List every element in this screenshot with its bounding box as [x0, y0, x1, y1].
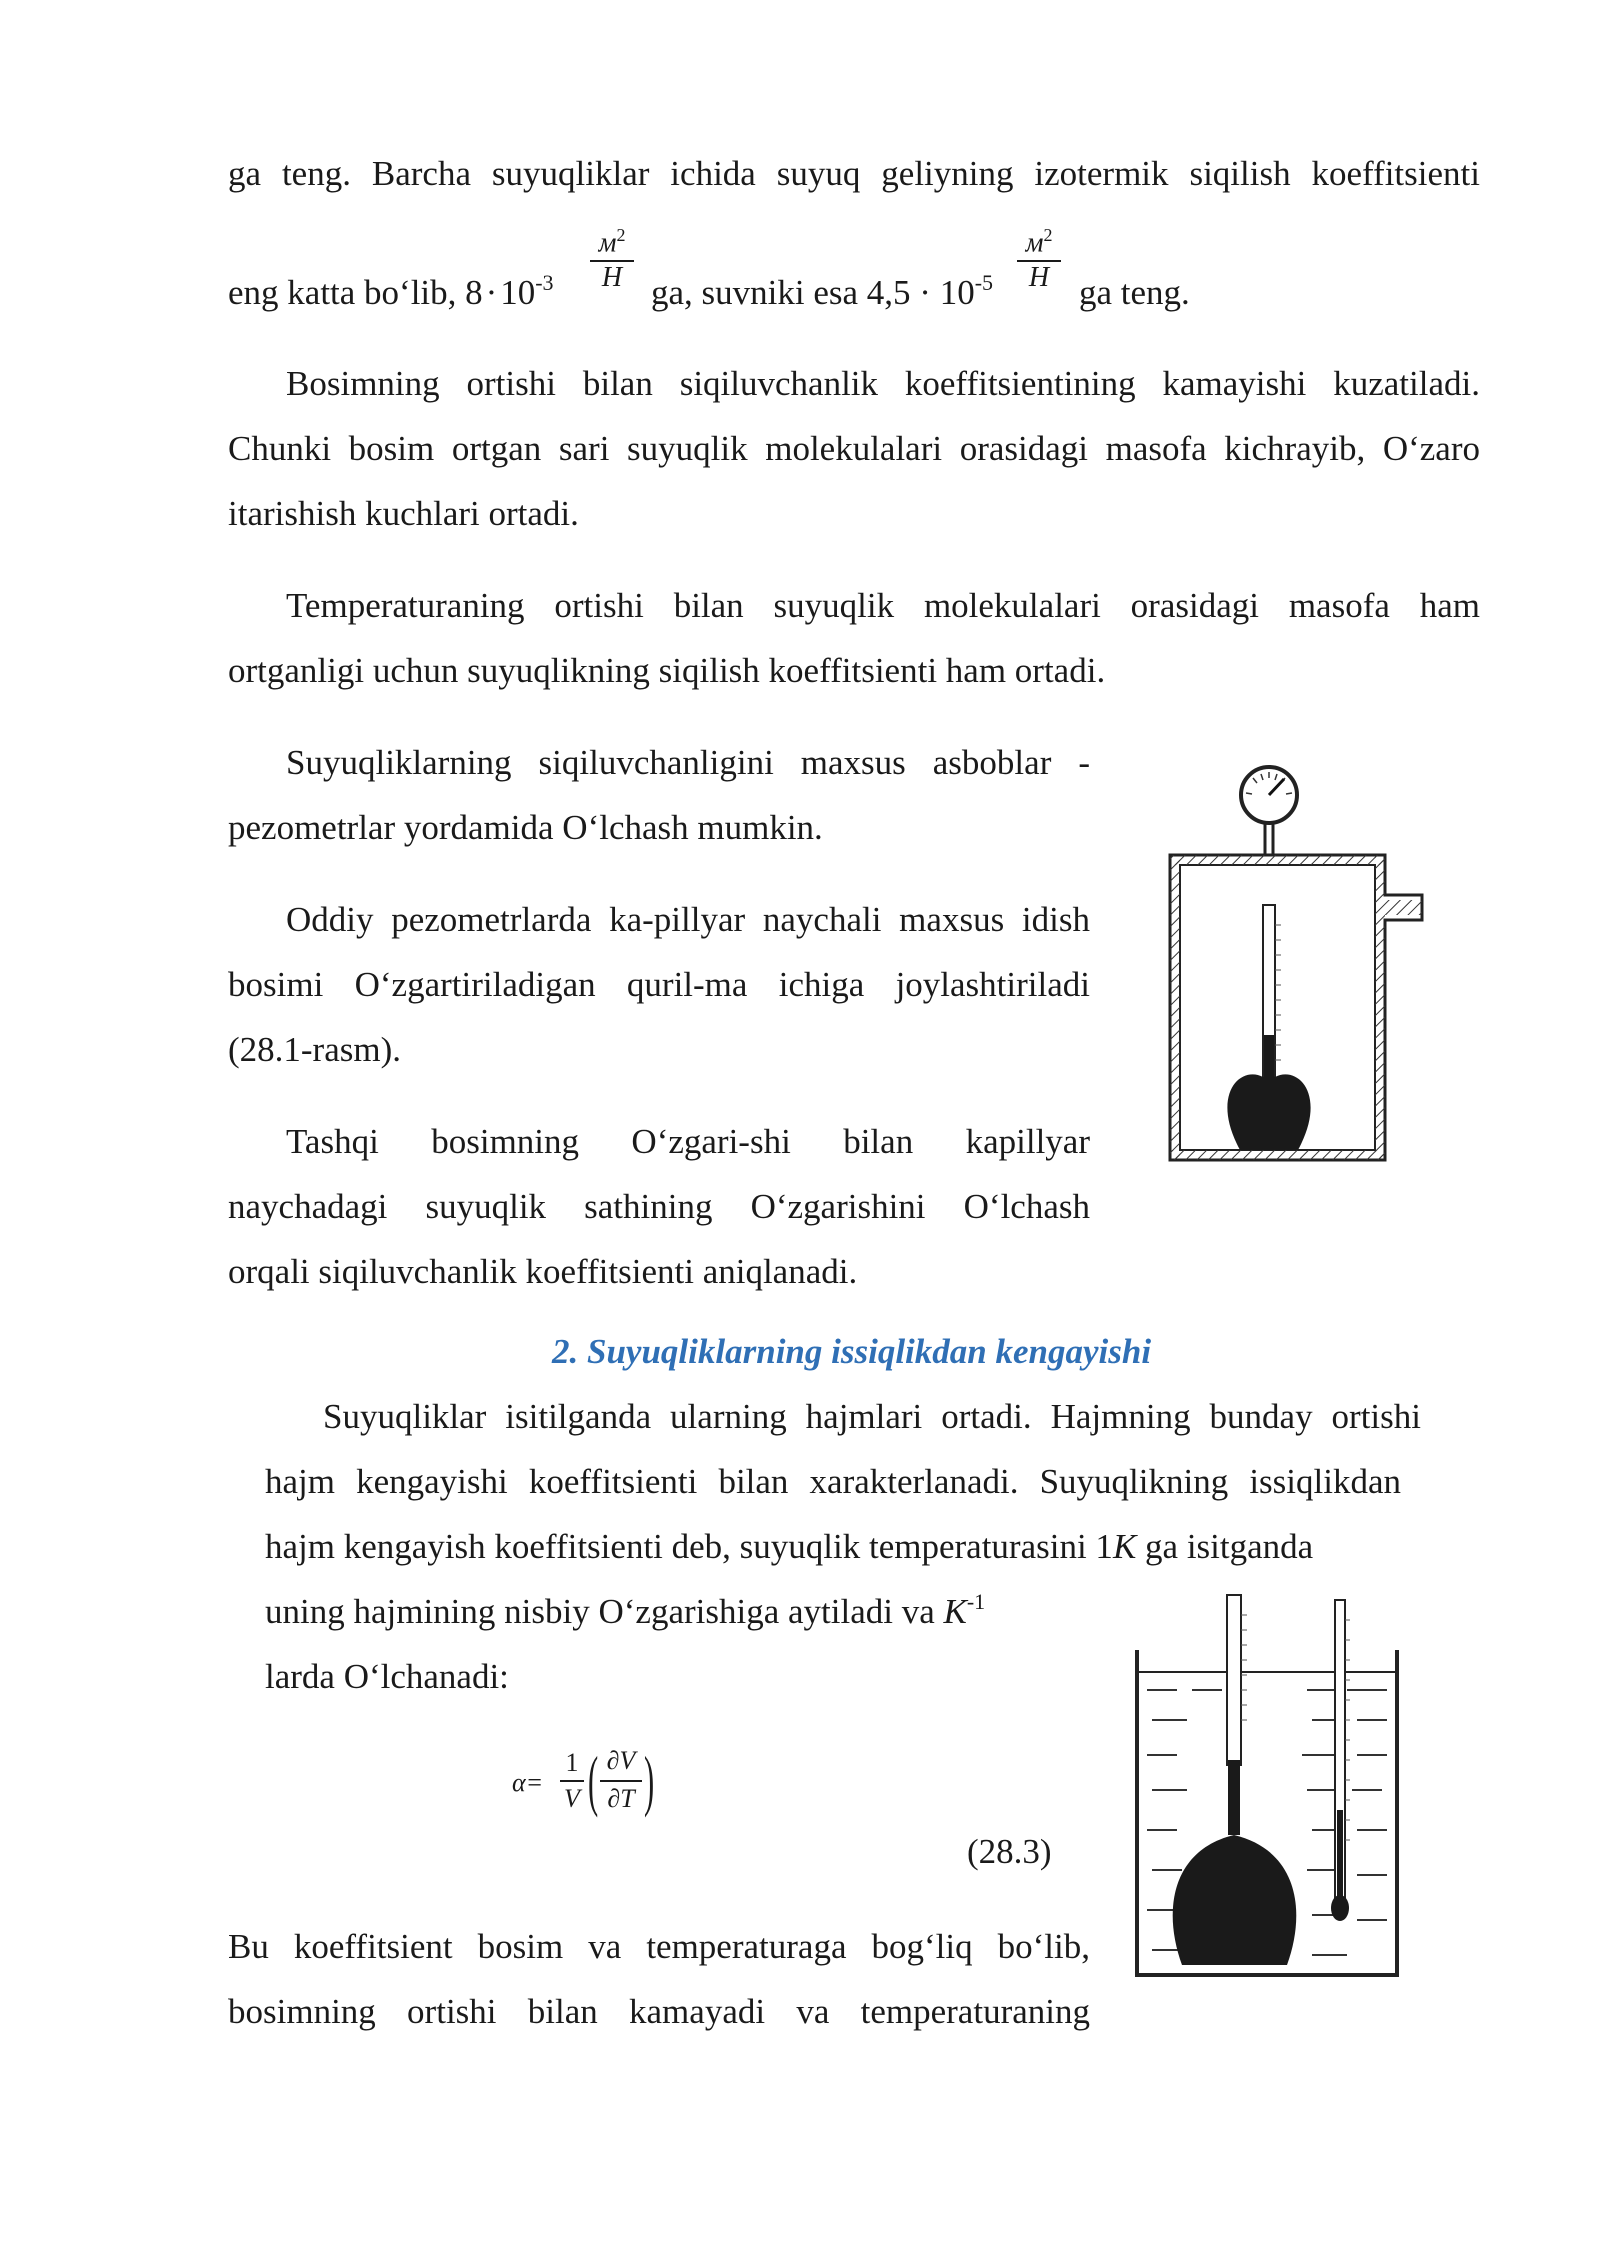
text-line: bosimning ortishi bilan kamayadi va temperaturaning: [228, 1992, 1090, 2031]
unit-fraction: $м^2$ Н: [1017, 218, 1061, 294]
text-line: Bosimning ortishi bilan siqiluvchanlik koeffitsientining kamayishi kuzatiladi.: [286, 364, 1480, 403]
text-line: ga teng.: [1079, 273, 1190, 312]
text-line: hajm kengayishi koeffitsienti bilan xarakterlanadi. Suyuqlikning issiqlikdan: [265, 1462, 1401, 1501]
text-line: Tashqi bosimning O‘zgari-shi bilan kapillyar: [286, 1122, 1090, 1161]
text-line: itarishish kuchlari ortadi.: [228, 494, 579, 533]
unit-fraction: $м^2$ Н: [590, 218, 634, 294]
text-line: ortganligi uchun suyuqlikning siqilish koeffitsienti ham ortadi.: [228, 651, 1106, 690]
section-heading: 2. Suyuqliklarning issiqlikdan kengayishi: [552, 1332, 1152, 1371]
text-line: (28.1-rasm).: [228, 1030, 402, 1069]
text-line: Chunki bosim ortgan sari suyuqlik molekulalari orasidagi masofa kichrayib, O‘zaro: [228, 429, 1480, 468]
text-line: uning hajmining nisbiy O‘zgarishiga aytiladi va $K^{-1}$: [265, 1589, 986, 1631]
text-line: Bu koeffitsient bosim va temperaturaga bog‘liq bo‘lib,: [228, 1927, 1090, 1966]
text-line: hajm kengayish koeffitsienti deb, suyuqlik temperaturasini 1K ga isitganda: [265, 1527, 1314, 1566]
text-line: ga teng. Barcha suyuqliklar ichida suyuq geliyning izotermik siqilish koeffitsienti: [228, 154, 1480, 193]
text-line: pezometrlar yordamida O‘lchash mumkin.: [228, 808, 823, 847]
text-line: ga, suvniki esa $4,5 \cdot 10^{-5}$: [651, 270, 994, 312]
text-line: larda O‘lchanadi:: [265, 1657, 509, 1696]
text-line: Oddiy pezometrlarda ka-pillyar naychali maxsus idish: [286, 900, 1090, 939]
text-line: naychadagi suyuqlik sathining O‘zgarishini O‘lchash: [228, 1187, 1090, 1226]
text-line: orqali siqiluvchanlik koeffitsienti aniqlanadi.: [228, 1252, 858, 1291]
text-line: Suyuqliklar isitilganda ularning hajmlari ortadi. Hajmning bunday ortishi: [323, 1397, 1421, 1436]
text-line: eng katta bo‘lib, 8 · $10^{-3}$: [228, 270, 554, 312]
piezometer-figure: [1150, 765, 1440, 1175]
expansion-figure: [1132, 1590, 1412, 1980]
equation-number: (28.3): [967, 1832, 1052, 1871]
text-line: Temperaturaning ortishi bilan suyuqlik molekulalari orasidagi masofa ham: [286, 586, 1480, 625]
text-line: bosimi O‘zgartiriladigan quril-ma ichiga joylashtiriladi: [228, 965, 1090, 1004]
text-line: Suyuqliklarning siqiluvchanligini maxsus asboblar -: [286, 743, 1090, 782]
formula-alpha: α= 1 V ( ∂V ∂T ): [512, 1742, 655, 1818]
